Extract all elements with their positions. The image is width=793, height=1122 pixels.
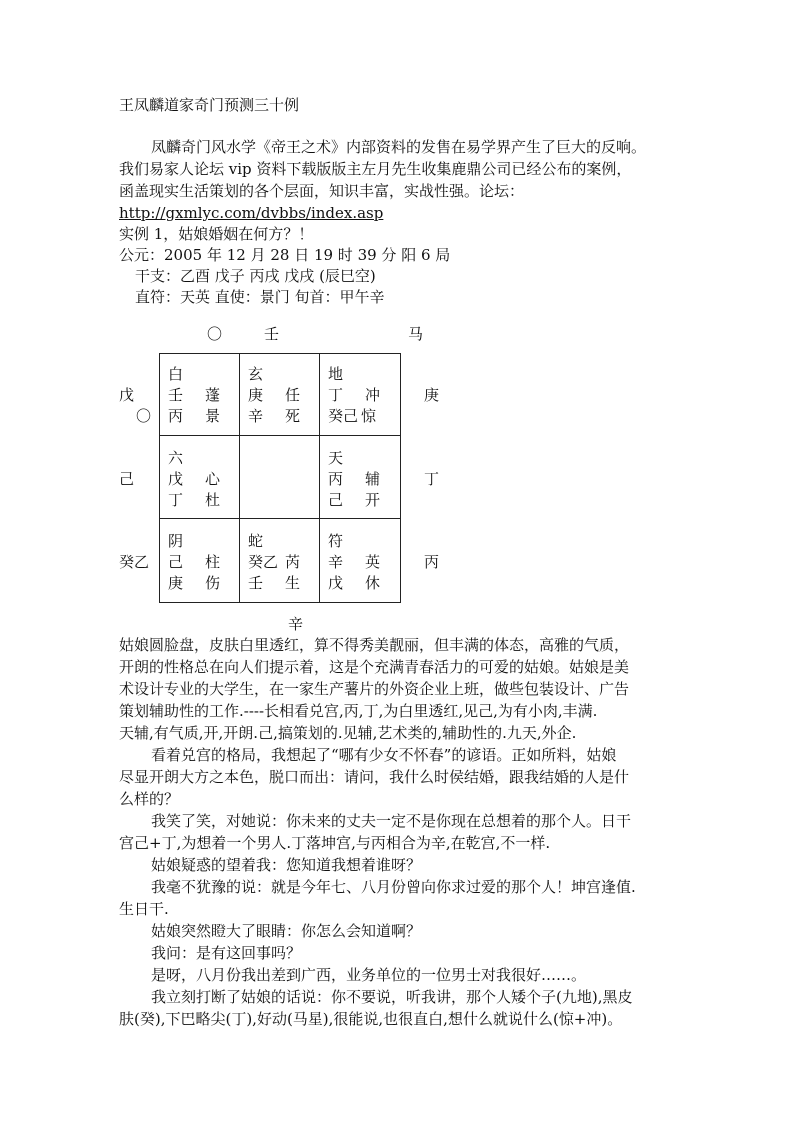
palace-cell — [160, 531, 240, 597]
chart-left-label: 己 — [119, 470, 135, 488]
cell-stem: 辛 — [248, 407, 264, 425]
grid-line — [159, 353, 400, 354]
cell-deity: 地 — [328, 365, 344, 383]
cell-door: 景 — [204, 407, 220, 425]
body-line: 我笑了笑，对她说：你未来的丈夫一定不是你现在总想着的那个人。日干 — [151, 812, 632, 830]
cell-stem: 丙 — [168, 407, 184, 425]
body-line: 我立刻打断了姑娘的话说：你不要说，听我讲，那个人矮个子(九地),黑皮 — [151, 988, 633, 1006]
palace-cell — [320, 531, 400, 597]
body-line: 我毫不犹豫的说：就是今年七、八月份曾向你求过爱的那个人！坤宫逢值. — [151, 878, 636, 896]
chart-top-label: 马 — [408, 325, 424, 343]
chart-top-label: 〇 — [207, 325, 223, 343]
grid-line — [159, 518, 400, 519]
cell-stem: 戊 — [168, 470, 184, 488]
cell-star: 芮 — [284, 553, 300, 571]
chart-top-label: 壬 — [264, 325, 280, 343]
cell-deity: 白 — [168, 365, 184, 383]
grid-line — [159, 602, 400, 603]
cell-door: 生 — [284, 574, 300, 592]
cell-stem: 辛 — [328, 553, 344, 571]
chart-left-label: 〇 — [136, 407, 152, 425]
body-line: 术设计专业的大学生，在一家生产薯片的外资企业上班，做些包装设计、广告 — [119, 680, 630, 698]
cell-star: 冲 — [364, 386, 380, 404]
body-line: 尽显开朗大方之本色，脱口而出：请问，我什么时侯结婚，跟我结婚的人是什 — [119, 768, 630, 786]
cell-stem: 己 — [168, 553, 184, 571]
chart-bottom-label: 辛 — [288, 615, 304, 633]
grid-line — [159, 435, 400, 436]
cell-deity: 蛇 — [248, 532, 264, 550]
cell-deity: 阴 — [168, 532, 184, 550]
palace-cell — [160, 364, 240, 430]
cell-star: 柱 — [204, 553, 220, 571]
intro-line-2: 我们易家人论坛 vip 资料下载版版主左月先生收集鹿鼎公司已经公布的案例， — [119, 160, 632, 178]
body-line: 么样的？ — [119, 790, 180, 808]
zhifu-line: 直符：天英 直使：景门 旬首：甲午辛 — [135, 288, 385, 306]
cell-door: 休 — [364, 574, 380, 592]
cell-deity: 符 — [328, 532, 344, 550]
chart-right-label: 丙 — [424, 553, 440, 571]
cell-stem: 壬 — [248, 574, 264, 592]
cell-star: 心 — [204, 470, 220, 488]
chart-left-label: 癸乙 — [119, 553, 150, 571]
body-line: 是呀，八月份我出差到广西，业务单位的一位男士对我很好……。 — [151, 966, 587, 984]
cell-stem: 丁 — [328, 386, 344, 404]
cell-stem: 庚 — [248, 386, 264, 404]
body-line: 宫己+丁,为想着一个男人.丁落坤宫,与丙相合为辛,在乾宫,不一样. — [119, 834, 551, 852]
cell-door: 伤 — [204, 574, 220, 592]
grid-line — [400, 353, 401, 603]
palace-cell — [320, 364, 400, 430]
body-line: 看着兑宫的格局，我想起了“哪有少女不怀春”的谚语。正如所料，姑娘 — [151, 746, 617, 764]
cell-stem: 戊 — [328, 574, 344, 592]
cell-star: 蓬 — [204, 386, 220, 404]
intro-line-1: 凤麟奇门风水学《帝王之术》内部资料的发售在易学界产生了巨大的反响。 — [151, 138, 647, 156]
chart-right-label: 丁 — [424, 470, 440, 488]
cell-deity: 天 — [328, 449, 344, 467]
intro-line-3: 函盖现实生活策划的各个层面，知识丰富，实战性强。论坛： — [119, 182, 525, 200]
palace-cell — [160, 448, 240, 514]
body-line: 姑娘疑惑的望着我：您知道我想着谁呀？ — [151, 856, 422, 874]
cell-stem: 丁 — [168, 491, 184, 509]
palace-cell — [240, 531, 320, 597]
case-title: 实例 1，姑娘婚姻在何方？！ — [119, 225, 314, 243]
cell-door: 杜 — [204, 491, 220, 509]
body-line: 开朗的性格总在向人们提示着，这是个充满青春活力的可爱的姑娘。姑娘是美 — [119, 658, 630, 676]
chart-right-label: 庚 — [424, 386, 440, 404]
forum-link[interactable]: http://gxmlyc.com/dvbbs/index.asp — [119, 204, 384, 222]
cell-stem: 癸乙 — [248, 553, 279, 571]
cell-stem: 庚 — [168, 574, 184, 592]
palace-cell — [240, 364, 320, 430]
cell-door: 死 — [284, 407, 300, 425]
cell-deity: 玄 — [248, 365, 264, 383]
chart-left-label: 戊 — [119, 386, 135, 404]
cell-stem: 壬 — [168, 386, 184, 404]
ganzhi-line: 干支：乙酉 戊子 丙戌 戊戌 (辰巳空) — [135, 267, 376, 285]
date-line: 公元：2005 年 12 月 28 日 19 时 39 分 阳 6 局 — [119, 246, 451, 264]
body-line: 生日干. — [119, 900, 169, 918]
document-title: 王凤麟道家奇门预测三十例 — [119, 96, 300, 114]
body-line: 天辅,有气质,开,开朗.己,搞策划的.见辅,艺术类的,辅助性的.九天,外企. — [119, 724, 577, 742]
body-line: 策划辅助性的工作.----长相看兑宫,丙,丁,为白里透红,见己,为有小肉,丰满. — [119, 702, 598, 720]
cell-star: 任 — [284, 386, 300, 404]
cell-stem: 己 — [328, 491, 344, 509]
body-line: 姑娘圆脸盘，皮肤白里透红，算不得秀美靓丽，但丰满的体态，高雅的气质， — [119, 636, 630, 654]
body-line: 我问：是有这回事吗？ — [151, 944, 302, 962]
body-line: 肤(癸),下巴略尖(丁),好动(马星),很能说,也很直白,想什么就说什么(惊+冲)。 — [119, 1010, 623, 1028]
cell-deity: 六 — [168, 449, 184, 467]
cell-stem: 癸己 — [328, 407, 359, 425]
cell-star: 英 — [364, 553, 380, 571]
body-line: 姑娘突然瞪大了眼睛：你怎么会知道啊？ — [151, 922, 422, 940]
cell-door: 惊 — [360, 407, 376, 425]
cell-star: 辅 — [364, 470, 380, 488]
cell-door: 开 — [364, 491, 380, 509]
cell-stem: 丙 — [328, 470, 344, 488]
palace-cell-center — [240, 448, 320, 514]
palace-cell — [320, 448, 400, 514]
